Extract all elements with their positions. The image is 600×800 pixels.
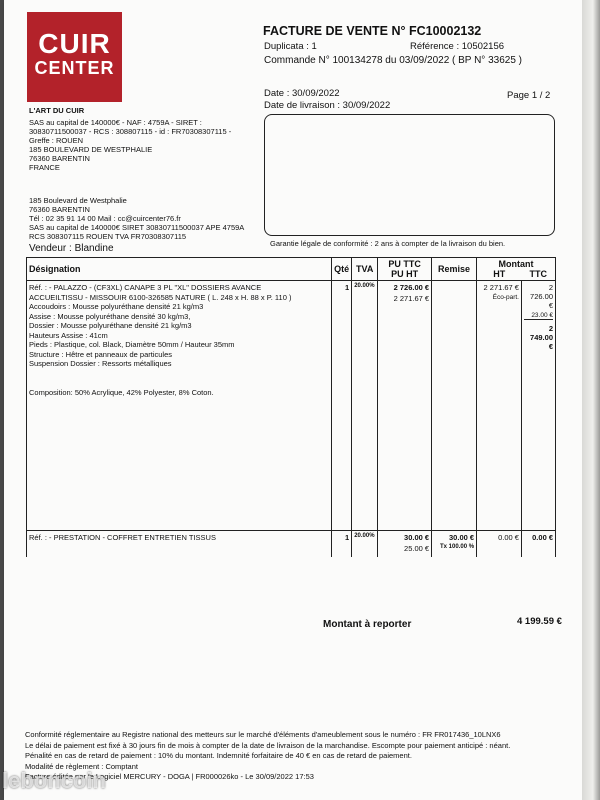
vendeur: Vendeur : Blandine xyxy=(29,243,114,254)
shop-line: SAS au capital de 140000€ SIRET 30830711500037 APE 4759A xyxy=(29,223,245,232)
col-pu-ttc: PU TTC xyxy=(378,258,432,270)
footer-line: Pénalité en cas de retard de paiement : 10% du montant. Indemnité forfaitaire de 40 € en cas de retard de paiement. xyxy=(25,751,412,760)
designation-line: Dossier : Mousse polyuréthane densité 21 kg/m3 xyxy=(29,321,192,330)
item-pu-ht: 2 271.67 € xyxy=(393,294,430,303)
table-header-row xyxy=(27,258,556,270)
col-designation: Désignation xyxy=(27,258,332,281)
shop-line: RCS 308307115 ROUEN TVA FR70308307115 xyxy=(29,232,187,241)
item-tva: 20.00% xyxy=(352,281,378,531)
montant-a-reporter-value: 4 199.59 € xyxy=(517,616,562,627)
footer-line: Conformité réglementaire au Registre national des metteurs sur le marché d'éléments d'ameublement sous le numéro : FR FR017436_10LNX6 xyxy=(25,730,501,739)
designation-line xyxy=(29,378,329,388)
item-remise xyxy=(432,531,477,557)
designation-line: Hauteurs Assise : 41cm xyxy=(29,330,108,340)
item-eco-label: Éco-part. xyxy=(492,294,519,301)
item-ht-value: 2 271.67 € xyxy=(483,283,519,292)
paper-edge xyxy=(582,0,600,800)
item-ttc xyxy=(521,281,555,531)
item-remise xyxy=(432,281,477,531)
company-line: 30830711500037 - RCS : 308807115 - id : FR70308307115 - xyxy=(29,127,232,136)
delivery-date: Date de livraison : 30/09/2022 xyxy=(264,100,391,111)
company-line: FRANCE xyxy=(29,163,60,172)
item-designation xyxy=(27,281,332,531)
designation-line: ACCUEILTISSU - MISSOUIR 6100-326585 NATURE ( L. 248 x H. 88 x P. 110 ) xyxy=(29,292,292,302)
col-qte: Qté xyxy=(332,258,352,281)
company-line: 185 BOULEVARD DE WESTPHALIE xyxy=(29,145,153,154)
designation-line xyxy=(29,369,329,379)
company-line: SAS au capital de 140000€ - NAF : 4759A - SIRET : xyxy=(29,118,202,127)
designation-line: Réf. : - PRESTATION - COFFRET ENTRETIEN TISSUS xyxy=(29,533,216,542)
page-number: Page 1 / 2 xyxy=(507,90,551,101)
company-info xyxy=(29,118,231,172)
brand-tagline: L'ART DU CUIR xyxy=(29,106,85,115)
designation-line: Suspension Dossier : Ressorts métalliques xyxy=(29,359,172,368)
col-tva: TVA xyxy=(352,258,378,281)
designation-line: Composition: 50% Acrylique, 42% Polyester, 8% Coton. xyxy=(29,387,214,397)
col-ttc: TTC xyxy=(521,269,555,281)
company-line: Greffe : ROUEN xyxy=(29,136,84,145)
designation-line: Réf. : - PALAZZO - (CF3XL) CANAPE 3 PL "XL" DOSSIERS AVANCE xyxy=(29,283,262,292)
leboncoin-watermark: leboncoin xyxy=(2,768,106,793)
reference: Référence : 10502156 xyxy=(410,41,505,52)
designation-line: Pieds : Plastique, col. Black, Diamètre 50mm / Hauteur 35mm xyxy=(29,340,235,349)
duplicata: Duplicata : 1 xyxy=(264,41,317,52)
shop-line: 185 Boulevard de Westphalie xyxy=(29,196,127,205)
item-qte: 1 xyxy=(332,531,352,557)
item-remise-tx: Tx 100.00 % xyxy=(440,544,475,550)
company-line: 76360 BARENTIN xyxy=(29,154,90,163)
item-designation xyxy=(27,531,332,557)
footer-line: Facture éditée par le Logiciel MERCURY - DOGA | FR000026ko - Le 30/09/2022 17:53 xyxy=(25,772,314,781)
invoice-title: FACTURE DE VENTE N° FC10002132 xyxy=(263,24,482,38)
commande: Commande N° 100134278 du 03/09/2022 ( BP N° 33625 ) xyxy=(264,55,522,66)
table-row xyxy=(27,531,556,557)
item-pu-ht: 25.00 € xyxy=(404,544,430,553)
logo-line1: CUIR xyxy=(38,28,111,59)
item-ht: 0.00 € xyxy=(477,531,522,557)
logo-line2: CENTER xyxy=(34,58,115,78)
footer-line: Le délai de paiement est fixé à 30 jours fin de mois à compter de la date de livraison de la marchandise. Escompte pour paiement anticipé : néant. xyxy=(25,740,511,750)
item-pu xyxy=(378,281,432,531)
col-remise: Remise xyxy=(432,258,477,281)
shop-line: 76360 BARENTIN xyxy=(29,205,90,214)
item-eco-value: 23.00 € xyxy=(524,312,553,320)
shop-line: Tél : 02 35 91 14 00 Mail : cc@cuircenter76.fr xyxy=(29,214,181,223)
table-row xyxy=(27,281,556,531)
item-ttc-total: 2 749.00 € xyxy=(530,324,553,351)
item-remise-value: 30.00 € xyxy=(449,533,475,542)
designation-line: Assise : Mousse polyuréthane densité 30 kg/m3, xyxy=(29,311,191,321)
item-ttc-value: 2 726.00 € xyxy=(530,283,553,310)
cuir-center-logo xyxy=(27,12,122,102)
col-ht: HT xyxy=(477,269,522,281)
footer-line: Modalité de règlement : Comptant xyxy=(25,761,138,771)
designation-line: Accoudoirs : Mousse polyuréthane densité 21 kg/m3 xyxy=(29,302,204,311)
item-pu-ttc: 30.00 € xyxy=(404,533,430,542)
garantie-note: Garantie légale de conformité : 2 ans à compter de la livraison du bien. xyxy=(270,239,506,248)
item-tva: 20.00% xyxy=(352,531,378,557)
item-ht xyxy=(477,281,522,531)
item-ttc: 0.00 € xyxy=(521,531,555,557)
shop-info xyxy=(29,196,244,241)
item-pu xyxy=(378,531,432,557)
montant-a-reporter-label: Montant à reporter xyxy=(323,619,412,630)
item-qte: 1 xyxy=(332,281,352,531)
items-table xyxy=(26,257,556,557)
designation-line: Structure : Hêtre et panneaux de particules xyxy=(29,349,172,359)
customer-address-box xyxy=(264,114,555,236)
col-montant: Montant xyxy=(477,258,556,270)
item-pu-ttc: 2 726.00 € xyxy=(393,283,430,292)
col-pu-ht: PU HT xyxy=(378,269,432,281)
invoice-date: Date : 30/09/2022 xyxy=(264,88,340,99)
